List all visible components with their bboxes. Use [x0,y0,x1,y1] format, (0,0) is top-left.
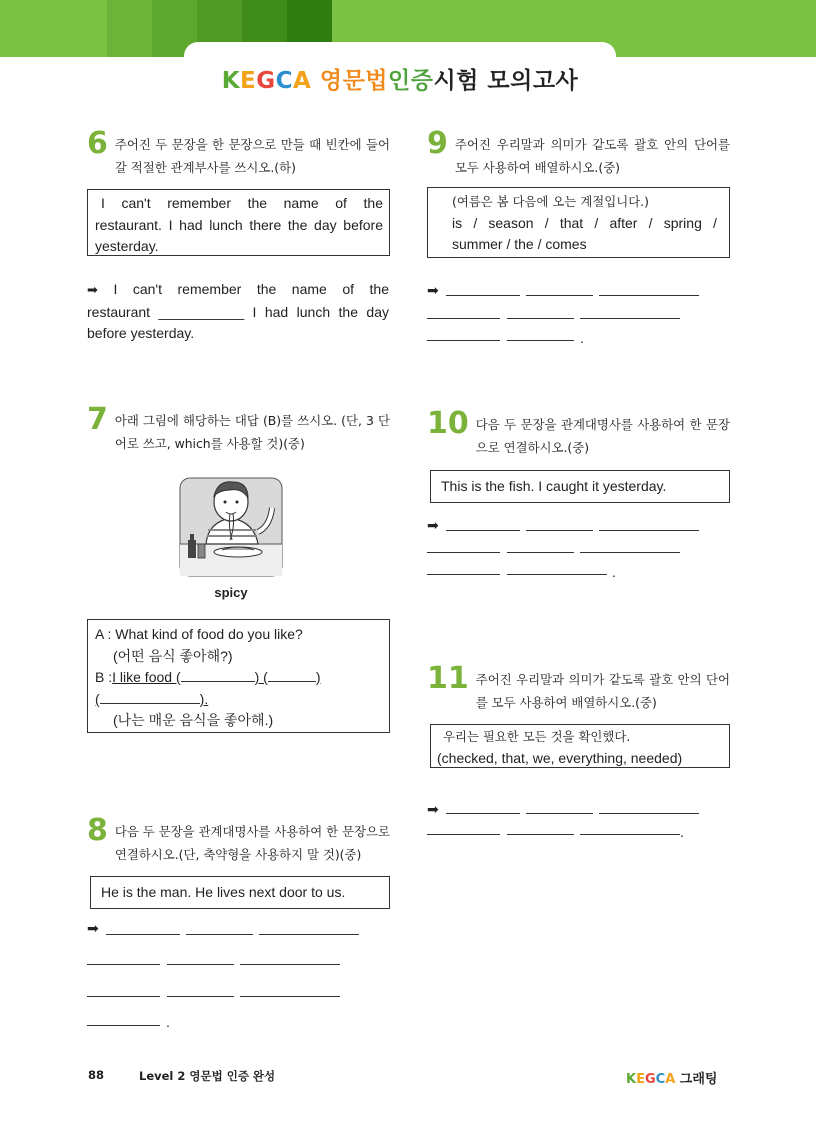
box-korean: 우리는 필요한 모든 것을 확인했다. [443,729,631,744]
question-number: 11 [427,661,469,696]
paren: ) ( [254,669,268,685]
title-part: K [221,68,241,94]
answer-blank[interactable] [507,327,574,341]
answer-blank[interactable] [446,282,520,296]
page-number: 88 [88,1068,105,1082]
word: is [452,214,463,231]
answer-blank[interactable] [507,539,574,553]
answer-blank[interactable] [599,282,699,296]
box-words: (checked, that, we, everything, needed) [437,749,683,766]
answer-blank[interactable] [507,821,574,835]
arrow-icon: ➡ [87,283,98,298]
question-number: 7 [87,402,108,437]
book-title: Level 2 영문법 인증 완성 [139,1069,276,1083]
arrow-icon: ➡ [427,802,439,818]
arrow-icon: ➡ [427,518,439,534]
paren: ). [199,690,209,707]
answer-line: I can't remember the name of the [113,281,390,297]
speaker-a-label: A : [95,626,112,642]
arrow-icon: ➡ [87,921,99,937]
dialogue-box [87,619,390,733]
answer-line: before yesterday. [87,325,195,341]
brand-suffix: 그래팅 [675,1072,718,1087]
answer-blank[interactable] [427,561,500,575]
question-9 [427,126,730,179]
answer-blank[interactable] [446,517,520,531]
footer-brand [626,1068,717,1087]
question-6 [87,126,390,179]
answer-block [87,279,389,345]
question-8 [87,813,390,866]
speaker-b-label: B : [95,669,113,685]
word: / [713,214,717,231]
brand-letter: K [626,1072,637,1087]
sentence-box [430,470,730,503]
blank-3[interactable] [100,692,200,704]
period: . [612,564,616,580]
word: / [473,214,478,231]
answer-blank[interactable] [599,517,699,531]
answer-blank[interactable] [240,951,340,965]
answer-blank[interactable] [427,539,500,553]
question-instruction: 주어진 두 문장을 한 문장으로 만들 때 빈칸에 들어갈 적절한 관계부사를 쓰시오.(하) [114,137,390,175]
answer-blank[interactable] [167,983,234,997]
answer-blank[interactable] [580,305,680,319]
answer-blank[interactable] [106,921,180,935]
box-line: restaurant. I had lunch there the day before [95,216,383,233]
paren: ( [95,690,100,707]
question-number: 6 [87,126,108,161]
title-part: G [256,68,276,94]
answer-blank[interactable] [87,951,160,965]
question-7 [87,402,390,455]
speaker-a-text: What kind of food do you like? [115,626,303,642]
answer-blank[interactable] [167,951,234,965]
paren: ) [315,669,321,685]
answer-blank[interactable] [526,282,593,296]
answer-blank[interactable] [580,539,680,553]
word: that [559,214,584,231]
band-segment [107,0,152,57]
question-instruction: 주어진 우리말과 의미가 같도록 괄호 안의 단어를 모두 사용하여 배열하시오.(중) [454,137,730,175]
box-line: I can't remember the name of the [101,195,383,211]
answer-blank[interactable] [580,821,680,835]
title-part: E [240,68,257,94]
blank-2[interactable] [268,670,316,682]
blank-1[interactable] [181,670,255,682]
boy-eating-noodles-illustration [178,474,284,578]
answer-blank[interactable] [186,921,253,935]
title-part: 인증 [388,68,434,94]
answer-line[interactable]: restaurant ___________ I had lunch the day [87,303,389,320]
image-caption: spicy [214,585,248,600]
word: spring [663,214,702,231]
box-words: summer / the / comes [452,236,587,252]
question-instruction: 다음 두 문장을 관계대명사를 사용하여 한 문장으로 연결하시오.(단, 축약형을 사용하지 말 것)(중) [114,824,390,862]
title-part: C [275,68,294,94]
question-number: 8 [87,813,108,848]
word: / [648,214,653,231]
speaker-a-korean: (어떤 음식 좋아해?) [113,647,233,664]
word-box [427,187,730,258]
answer-blank[interactable] [446,800,520,814]
question-11 [427,661,730,714]
question-instruction: 아래 그림에 해당하는 대답 (B)를 쓰시오. (단, 3 단어로 쓰고, which를 사용할 것)(중) [114,413,390,451]
word: / [544,214,549,231]
question-number: 10 [427,406,469,441]
box-text: This is the fish. I caught it yesterday. [441,478,667,494]
period: . [680,824,684,840]
answer-blank[interactable] [599,800,699,814]
period: . [580,330,584,346]
answer-blank[interactable] [259,921,359,935]
answer-blank[interactable] [526,517,593,531]
title-part: 시험 모의고사 [433,68,579,94]
box-text: He is the man. He lives next door to us. [101,884,346,900]
question-number: 9 [427,126,448,161]
answer-blank[interactable] [427,327,500,341]
word: / [594,214,599,231]
period: . [166,1014,170,1030]
sentence-box [90,876,390,909]
box-line: yesterday. [95,238,159,254]
word-box [430,724,730,768]
answer-blank[interactable] [427,821,500,835]
word: season [488,214,534,231]
question-instruction: 다음 두 문장을 관계대명사를 사용하여 한 문장으로 연결하시오.(중) [475,417,730,455]
brand-letter: A [665,1072,676,1087]
title-part: 영문법 [311,68,389,94]
title-part: A [293,68,312,94]
band-segment [0,0,107,57]
answer-blank[interactable] [240,983,340,997]
brand-letter: C [655,1072,666,1087]
answer-blank[interactable] [507,305,574,319]
brand-letter: E [636,1072,645,1087]
word: after [609,214,638,231]
brand-letter: G [644,1072,656,1087]
arrow-icon: ➡ [427,283,439,299]
answer-blank[interactable] [526,800,593,814]
box-korean: (여름은 봄 다음에 오는 계절입니다.) [452,194,649,209]
speaker-b-korean: (나는 매운 음식을 좋아해.) [113,712,274,728]
page-title [184,62,616,95]
speaker-b-text: I like food ( [112,669,181,685]
answer-blank[interactable] [507,561,607,575]
answer-blank[interactable] [87,1012,160,1026]
sentence-box [87,189,390,256]
question-10 [427,406,730,459]
question-instruction: 주어진 우리말과 의미가 같도록 괄호 안의 단어를 모두 사용하여 배열하시오.(중) [475,672,730,710]
answer-blank[interactable] [427,305,500,319]
answer-blank[interactable] [87,983,160,997]
